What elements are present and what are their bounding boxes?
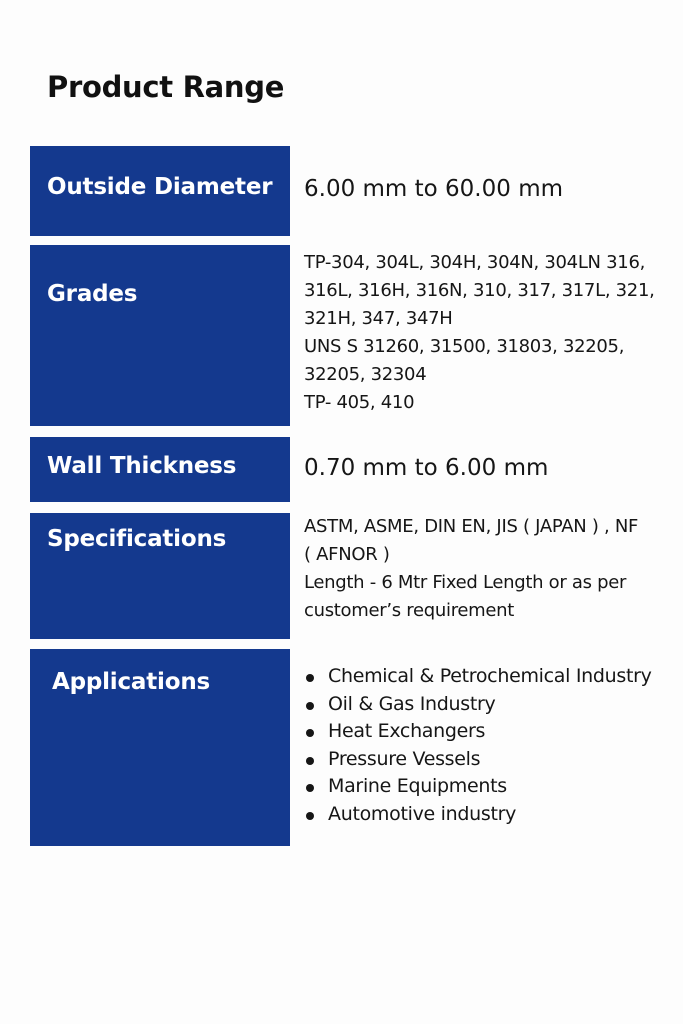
application-item xyxy=(304,718,652,746)
bullet-icon xyxy=(306,784,314,792)
grades-line: UNS S 31260, 31500, 31803, 32205, xyxy=(304,336,625,357)
application-item-text: Oil & Gas Industry xyxy=(328,692,496,715)
bullet-icon xyxy=(306,729,314,737)
specifications-line: customer’s requirement xyxy=(304,600,515,621)
specifications-line: ( AFNOR ) xyxy=(304,544,390,565)
grades-line: TP-304, 304L, 304H, 304N, 304LN 316, xyxy=(304,252,646,273)
application-item xyxy=(304,663,652,691)
grades-line: 316L, 316H, 316N, 310, 317, 317L, 321, xyxy=(304,280,655,301)
specifications-line: Length - 6 Mtr Fixed Length or as per xyxy=(304,572,627,593)
value-wall-thickness: 0.70 mm to 6.00 mm xyxy=(304,455,549,481)
application-item-text: Heat Exchangers xyxy=(328,720,486,742)
application-item-text: Marine Equipments xyxy=(328,775,507,797)
row-grades xyxy=(30,245,680,426)
bullet-icon xyxy=(306,812,314,820)
application-item xyxy=(304,773,652,801)
row-applications xyxy=(30,649,680,846)
bullet-icon xyxy=(306,702,314,710)
row-outside-diameter xyxy=(30,146,680,236)
label-box-grades xyxy=(30,245,290,426)
row-wall-thickness xyxy=(30,437,680,502)
label-wall-thickness: Wall Thickness xyxy=(47,453,237,479)
label-box-outside-diameter xyxy=(30,146,290,236)
page-title: Product Range xyxy=(47,70,285,104)
row-specifications xyxy=(30,513,680,639)
label-box-applications xyxy=(30,649,290,846)
label-box-specifications xyxy=(30,513,290,639)
grades-line: 32205, 32304 xyxy=(304,364,427,385)
label-specifications: Specifications xyxy=(47,526,227,552)
bullet-icon xyxy=(306,757,314,765)
value-specifications xyxy=(304,513,638,625)
application-item xyxy=(304,746,652,774)
label-applications: Applications xyxy=(52,669,210,695)
label-grades: Grades xyxy=(47,281,138,307)
label-outside-diameter: Outside Diameter xyxy=(47,174,273,200)
specifications-line: ASTM, ASME, DIN EN, JIS ( JAPAN ) , NF xyxy=(304,516,639,537)
application-item-text: Chemical & Petrochemical Industry xyxy=(328,665,652,687)
application-item xyxy=(304,691,652,719)
bullet-icon xyxy=(306,674,314,682)
grades-line: TP- 405, 410 xyxy=(304,392,415,413)
application-item-text: Automotive industry xyxy=(328,802,517,825)
application-item-text: Pressure Vessels xyxy=(328,747,481,770)
value-outside-diameter: 6.00 mm to 60.00 mm xyxy=(304,176,564,202)
label-box-wall-thickness xyxy=(30,437,290,502)
value-grades xyxy=(304,249,655,417)
grades-line: 321H, 347, 347H xyxy=(304,308,453,329)
applications-list xyxy=(304,663,652,828)
application-item xyxy=(304,801,652,829)
